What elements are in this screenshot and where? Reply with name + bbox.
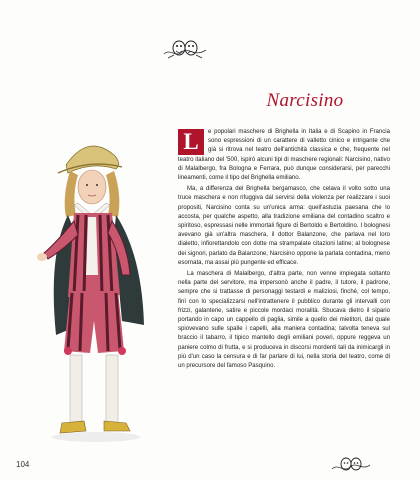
paragraph-1: e popolari maschere di Brighella in Italia e di Scapino in Francia sono espressioni di un carattere di valletto cinico e intrigante che già si ritrova nel teatro dell'antichità classica e che, frequente nel teatro italiano del '500, ispirò alcuni tipi di maschere regionali: Narcisino, nativo di Malalbergo, fra Bologna e Ferrara, può dunque considerarsi, per parecchi lineamenti, come il tipo del Brighella emiliano. — [178, 129, 390, 182]
article-body — [178, 128, 390, 448]
character-illustration — [18, 125, 178, 455]
theatre-masks-ornament-icon — [330, 455, 372, 475]
page-title: Narcisino — [266, 90, 344, 111]
theatre-masks-ornament-icon — [160, 36, 210, 64]
dropcap: L — [178, 129, 204, 155]
paragraph-2: Ma, a differenza del Brighella bergamasco, che celava il volto sotto una truce maschera e non rifuggiva dal servirsi della violenza per realizzare i suoi propositi, Narcisino conta su un'unica arma: quell'astuzia paesana che lo accosta, per qualche aspetto, alla tradizione emiliana del contadino scaltro e spiritoso, espressasi nelle immortali figure di Bertoldo e Bertoldino. I bolognesi avevano già un'altra maschera, il dottor Balanzone, che parlava nel loro dialetto, infiorettandolo con dotte ma strampalate citazioni latine; al bolognese dei signori, parlato da Balanzone, Narcisino oppone la parlata contadina, meno esornata, ma assai più pungente ed efficace. — [178, 186, 390, 266]
paragraph-3: La maschera di Malalbergo, d'altra parte, non venne impiegata soltanto nella parte del servitore, ma impersonò anche il padre, il tutore, il padrone, sempre che si trattasse di personaggi testardi e maliziosi, finché, col tempo, finì con lo specializzarsi nell'intrattenere il pubblico durante gli intervalli con frizzi, galanterie, satire e piccole mordaci moralità. Sbucava dietro il sipario portando in capo un cappello di paglia, simile a quello dei mietitori, dal quale spiovevano sulle spalle i capelli, alla maniera contadina; talvolta teneva sul braccio il tabarro, il tipico mantello degli emiliani poveri, oppure reggeva un paniere colmo di frutta, e si produceva in discorsi mordenti tali da inimicargli in più d'un caso la censura e di far parlare di lui, nella storia del teatro, come di un precursore del famoso Pasquino. — [178, 271, 390, 370]
page-number: 104 — [16, 460, 30, 469]
